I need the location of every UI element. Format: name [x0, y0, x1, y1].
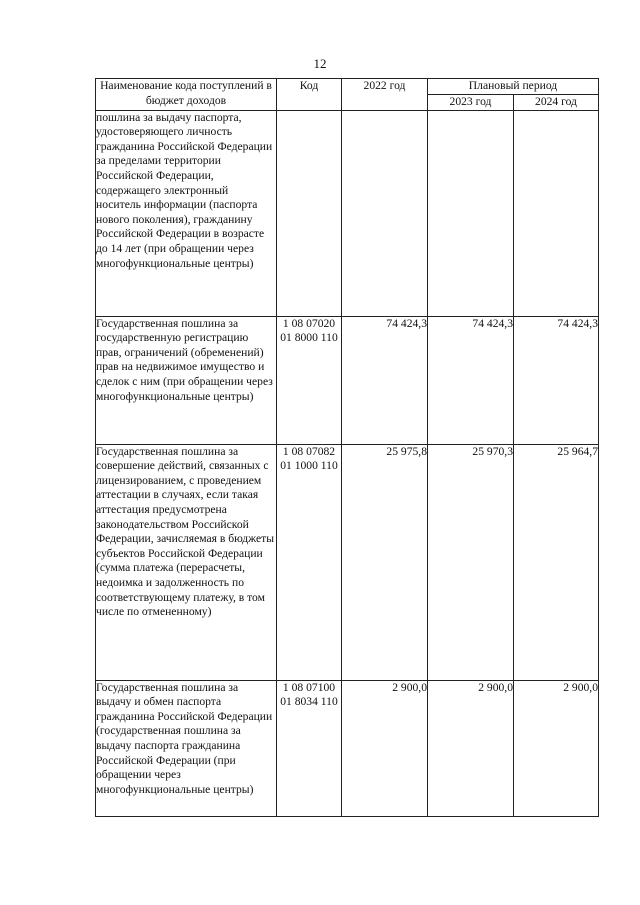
- table-row: [96, 110, 599, 316]
- revenue-table: [95, 78, 599, 817]
- row-code: [277, 110, 342, 316]
- row-name: Государственная пошлина за совершение действий, связанных с лицензированием, с проведением аттестации в случаях, если такая аттестация предусмотрена законодательством Российской Федерации, зачисляемая в бюджеты субъектов Российской Федерации (сумма платежа (перерасчеты, недоимка и задолженность по соответствующему платежу, в том числе по отмененному): [96, 444, 277, 680]
- header-year-2024: 2024 год: [514, 95, 599, 111]
- table-row: [96, 316, 599, 444]
- row-value-2024: [514, 110, 599, 316]
- row-name: пошлина за выдачу паспорта, удостоверяющего личность гражданина Российской Федерации за пределами территории Российской Федерации, содержащего электронный носитель информации (паспорта нового поколения), гражданину Российской Федерации в возрасте до 14 лет (при обращении через многофункциональные центры): [96, 110, 277, 316]
- row-code: 1 08 07082 01 1000 110: [277, 444, 342, 680]
- row-code: 1 08 07100 01 8034 110: [277, 680, 342, 816]
- row-value-2024: 74 424,3: [514, 316, 599, 444]
- header-code: Код: [277, 79, 342, 111]
- row-value-2023: 74 424,3: [428, 316, 514, 444]
- row-value-2022: [342, 110, 428, 316]
- row-value-2024: 2 900,0: [514, 680, 599, 816]
- row-value-2023: [428, 110, 514, 316]
- row-name: Государственная пошлина за выдачу и обмен паспорта гражданина Российской Федерации (государственная пошлина за выдачу паспорта гражданина Российской Федерации (при обращении через многофункциональные центры): [96, 680, 277, 816]
- row-value-2022: 25 975,8: [342, 444, 428, 680]
- header-plan-period: Плановый период: [428, 79, 599, 95]
- header-name: Наименование кода поступлений в бюджет доходов: [96, 79, 277, 111]
- row-name: Государственная пошлина за государственную регистрацию прав, ограничений (обременений) прав на недвижимое имущество и сделок с ним (при обращении через многофункциональные центры): [96, 316, 277, 444]
- row-value-2023: 2 900,0: [428, 680, 514, 816]
- header-year-2023: 2023 год: [428, 95, 514, 111]
- row-code: 1 08 07020 01 8000 110: [277, 316, 342, 444]
- header-year-2022: 2022 год: [342, 79, 428, 111]
- table-row: [96, 444, 599, 680]
- row-value-2024: 25 964,7: [514, 444, 599, 680]
- table-row: [96, 680, 599, 816]
- row-value-2023: 25 970,3: [428, 444, 514, 680]
- page-number: 12: [313, 56, 327, 71]
- row-value-2022: 74 424,3: [342, 316, 428, 444]
- row-value-2022: 2 900,0: [342, 680, 428, 816]
